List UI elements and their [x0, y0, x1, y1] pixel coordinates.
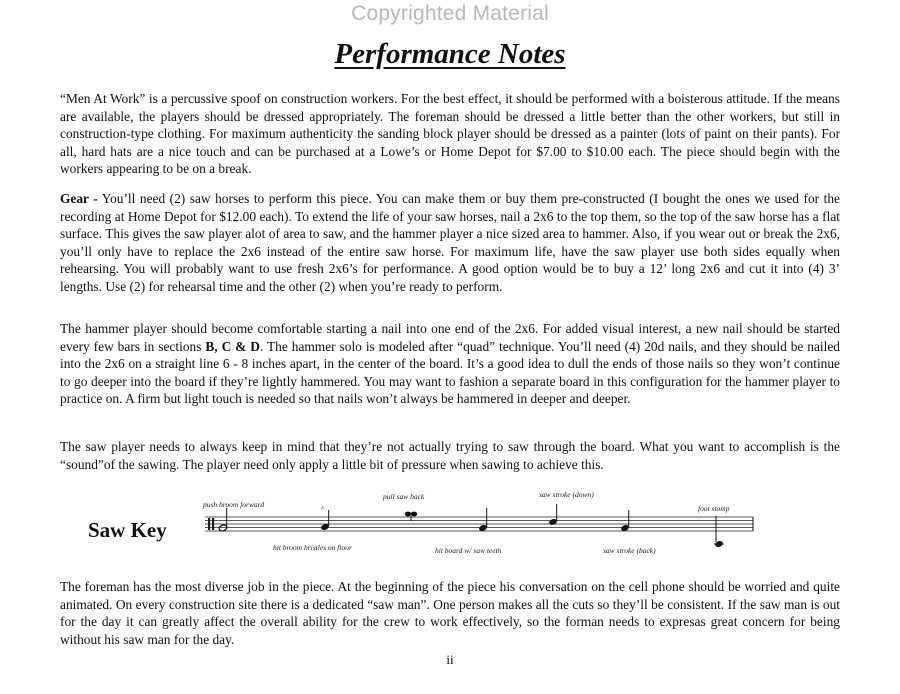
gear-text: You’ll need (2) saw horses to perform this piece. You can make them or buy them pre-constructed (I bought the ones we used for the recording at Home Depot for $12.00 each). To extend the life of your saw horses, nail a 2x6 to the top them, so the top of the saw horse has a flat surface. This gives the saw player alot of area to saw, and the hammer player a nice sized area to hammer. Also, if you wear out or break the 2x6, you’ll only have to replace the 2x6 instead of the entire saw horse. For maximum life, have the saw player use both sides equally when rehearsing. You will probably want to use fresh 2x6’s for performance. A good option would be to buy a 12’ long 2x6 and cut it into (4) 3’ lengths. Use (2) for rehearsal time and the other (2) when you’re ready to perform.	[60, 191, 840, 294]
label-pull-saw: pull saw back	[383, 492, 425, 501]
saw-key-notation	[195, 488, 760, 568]
note-saw-back	[620, 510, 629, 532]
label-bristles: hit broom bristles on floor	[273, 543, 352, 552]
paragraph-foreman: The foreman has the most diverse job in the piece. At the beginning of the piece his conversation on the cell phone should be worried and quite animated. On every construction site there is a dedicated “saw man”. One person makes all the cuts so they’ll be consistent. If the saw man is out for the day it can greatly affect the overall ability for the crew to work effectively, so the forman needs to expresas great concern for being without his saw man for the day.	[60, 579, 840, 647]
note-pull-saw	[405, 512, 417, 521]
page-number: ii	[446, 652, 454, 667]
note-saw-down	[548, 504, 557, 526]
paragraph-gear	[60, 190, 840, 295]
saw-key-label: Saw Key	[88, 518, 167, 542]
note-hit-board	[478, 508, 487, 532]
gear-lead: Gear -	[60, 191, 98, 206]
paragraph-hammer	[60, 320, 840, 408]
staff-lines	[205, 517, 753, 531]
paragraph-saw: The saw player needs to always keep in mind that they’re not actually trying to saw through the board. What you want to accomplish is the “sound”of the sawing. The player need only apply a little bit of pressure when sawing to achieve this.	[60, 439, 840, 472]
label-push-broom: push broom forward	[203, 500, 265, 509]
copyright-watermark: Copyrighted Material	[351, 2, 549, 25]
label-hit-board: hit board w/ saw teeth	[435, 546, 502, 555]
hammer-text-b: . The hammer solo is modeled after “quad” technique. You’ll need (4) 20d nails, and they should be nailed into the 2x6 on a straight line 6 - 8 inches apart, in the center of the board. It’s a good idea to dull the ends of those nails so they won’t continue to go deeper into the board if they’re lightly hammered. You may want to fashion a separate board in this configuration for the hammer player to practice on. A firm but light touch is needed so that nails won’t always be hammered in deeper and deeper.	[60, 338, 840, 406]
label-saw-back: saw stroke (back)	[603, 546, 656, 555]
note-bristles	[320, 504, 329, 531]
paragraph-intro: “Men At Work” is a percussive spoof on construction workers. For the best effect, it should be performed with a boisterous attitude. If the means are available, the players should be dressed appropriately. The foreman should be dressed a little better than the other workers, but still in construction-type clothing. For maximum authenticity the sanding block player should be dressed as a painter (lots of paint on their pants). For all, hard hats are a nice touch and can be purchased at a Lowe’s or Home Depot for $7.00 to $10.00 each. The piece should begin with the workers appearing to be on a break.	[60, 91, 840, 176]
hammer-sections: B, C & D	[205, 338, 260, 354]
note-push-broom	[218, 508, 227, 532]
svg-text:^: ^	[321, 504, 325, 513]
hammer-text-a: The hammer player should become comfortable starting a nail into one end of the 2x6. For added visual interest, a new nail should be started every few bars in sections	[60, 321, 840, 354]
page-title: Performance Notes	[334, 38, 566, 70]
label-saw-down: saw stroke (down)	[539, 490, 594, 499]
label-foot-stomp: foot stomp	[698, 504, 730, 513]
